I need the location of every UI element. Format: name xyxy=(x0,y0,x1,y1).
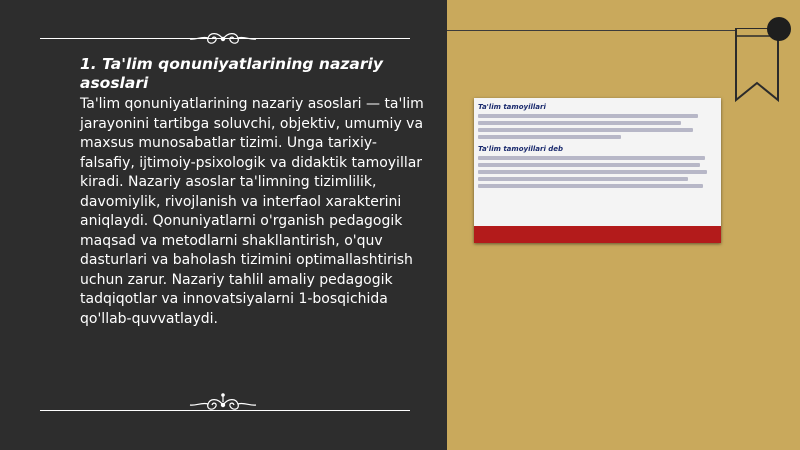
photo-text-line xyxy=(478,128,693,132)
photo-text-line xyxy=(478,121,681,125)
photo-heading-1: Ta'lim tamoyillari xyxy=(478,103,546,111)
document-photo-page xyxy=(474,98,721,226)
photo-text-line xyxy=(478,156,705,160)
document-photo xyxy=(474,98,721,243)
photo-heading-2: Ta'lim tamoyillari deb xyxy=(478,145,564,153)
ribbon-line xyxy=(447,30,737,31)
top-ornament-icon xyxy=(188,30,258,48)
photo-text-line xyxy=(478,114,698,118)
photo-red-bar xyxy=(474,226,721,243)
photo-text-line xyxy=(478,184,703,188)
photo-text-line xyxy=(478,163,700,167)
slide-title: 1. Ta'lim qonuniyatlarining nazariy asoslari xyxy=(80,55,383,92)
corner-dot xyxy=(767,17,791,41)
photo-text-line xyxy=(478,177,688,181)
bottom-ornament-icon xyxy=(188,392,258,414)
slide-body-text: Ta'lim qonuniyatlarining nazariy asoslari — ta'lim jarayonini tartibga soluvchi, objektiv, umumiy va maxsus munosabatlar tizimi. Unga tarixiy-falsafiy, ijtimoiy-psixologik va didaktik tamoyillar kiradi. Nazariy asoslar ta'limning tizimlilik, davomiylik, rivojlanish va interfaol xarakterini aniqlaydi. Qonuniyatlarni o'rganish pedagogik maqsad va metodlarni shakllantirish, o'quv dasturlari va baholash tizimini optimallashtirish uchun zarur. Nazariy tahlil amaliy pedagogik tadqiqotlar va innovatsiyalarni 1-bosqichida qo'llab-quvvatlaydi. xyxy=(80,96,424,327)
photo-text-line xyxy=(478,135,621,139)
photo-text-line xyxy=(478,170,707,174)
